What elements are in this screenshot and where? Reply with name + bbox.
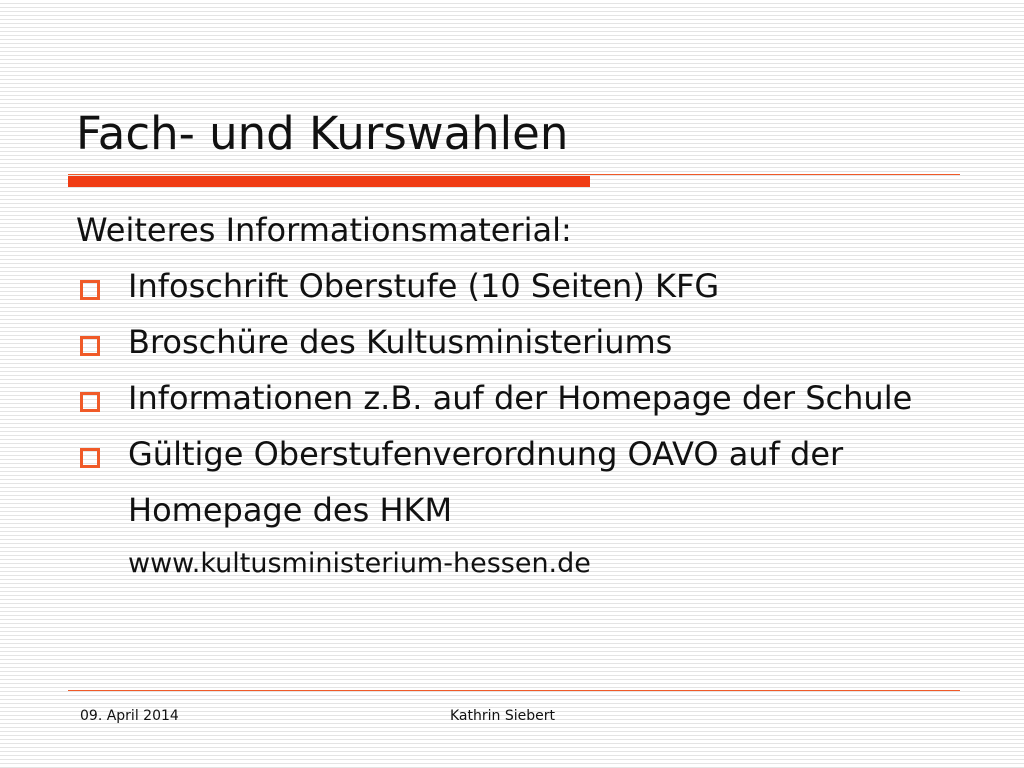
bullet-item xyxy=(76,370,976,426)
bullet-item xyxy=(76,426,976,538)
footer-author: Kathrin Siebert xyxy=(450,708,555,724)
bullet-item xyxy=(76,314,976,370)
square-bullet-icon xyxy=(80,336,100,356)
title-divider-thin xyxy=(68,174,960,175)
square-bullet-icon xyxy=(80,448,100,468)
bullet-text: Gültige Oberstufenverordnung OAVO auf der Homepage des HKM xyxy=(128,435,844,529)
bullet-list xyxy=(76,258,976,538)
footer-date: 09. April 2014 xyxy=(80,708,179,724)
intro-text: Weiteres Informationsmaterial: xyxy=(76,211,572,249)
ministry-url[interactable]: www.kultusministerium-hessen.de xyxy=(128,548,591,579)
square-bullet-icon xyxy=(80,392,100,412)
bullet-text: Informationen z.B. auf der Homepage der Schule xyxy=(128,379,913,417)
bullet-text: Infoschrift Oberstufe (10 Seiten) KFG xyxy=(128,267,720,305)
slide-content xyxy=(76,202,976,590)
title-divider-accent xyxy=(68,176,590,187)
square-bullet-icon xyxy=(80,280,100,300)
bullet-item xyxy=(76,258,976,314)
bullet-text: Broschüre des Kultusministeriums xyxy=(128,323,673,361)
footer-divider xyxy=(68,690,960,691)
slide-title: Fach- und Kurswahlen xyxy=(76,107,569,160)
